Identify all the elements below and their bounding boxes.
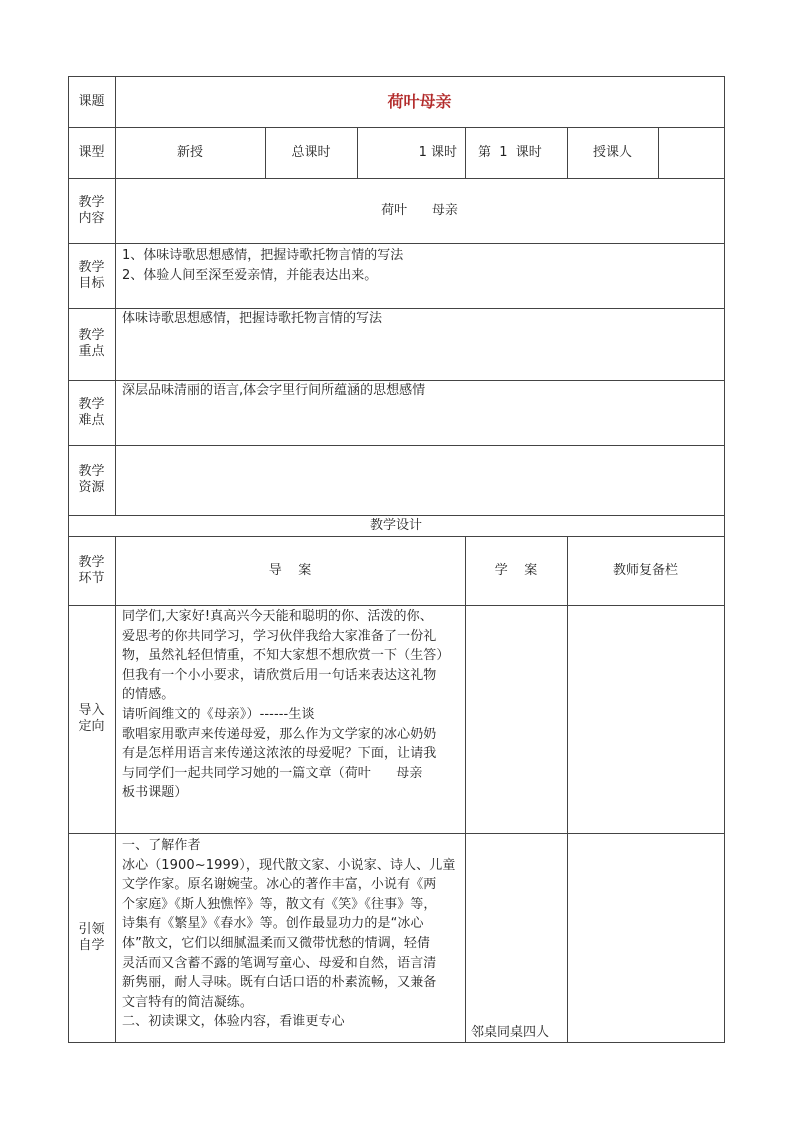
teacher-label: 授课人 xyxy=(592,144,632,160)
topic-label: 课题 xyxy=(78,93,105,109)
total-sessions-value: 1 课时 xyxy=(418,144,457,160)
guide-line: 文言特有的简洁凝练。 xyxy=(122,994,254,1010)
type-label: 课型 xyxy=(78,144,105,160)
key-points-label: 教学重点 xyxy=(78,328,105,359)
objectives-label: 教学目标 xyxy=(78,259,105,291)
stage-column-header: 教学环节 xyxy=(78,554,105,586)
study-column-header: 学 案 xyxy=(494,562,538,578)
stage-guide-text xyxy=(115,605,465,833)
guide-line: 体”散文，它们以细腻温柔而又微带忧愁的情调，轻倩 xyxy=(122,935,431,951)
guide-line: 板书课题） xyxy=(122,785,188,801)
difficulties-value: 深层品味清丽的语言,体会字里行间所蕴涵的思想感情 xyxy=(122,383,426,398)
difficulties-label: 教学难点 xyxy=(78,396,105,428)
guide-line: 爱思考的你共同学习，学习伙伴我给大家准备了一份礼 xyxy=(122,628,437,644)
teacher-notes-column-header: 教师复备栏 xyxy=(612,562,678,578)
guide-line: 二、初读课文，体验内容，看谁更专心 xyxy=(122,1014,345,1030)
stage-study-text: 邻桌同桌四人 xyxy=(471,1025,550,1040)
content-value: 荷叶 母亲 xyxy=(381,202,458,218)
guide-line: 与同学们一起共同学习她的一篇文章（荷叶 母亲 xyxy=(122,765,423,781)
table-border xyxy=(68,1042,725,1043)
guide-line: 个家庭》《斯人独憔悴》等，散文有《笑》《往事》等， xyxy=(122,896,437,912)
total-sessions-label: 总课时 xyxy=(291,144,331,160)
resources-value xyxy=(115,445,724,515)
guide-line: 冰心（1900~1999），现代散文家、小说家、诗人、儿童 xyxy=(122,857,456,873)
guide-line: 请听阎维文的《母亲》）------生谈 xyxy=(122,706,315,722)
stage-study-text xyxy=(465,605,567,833)
stage-notes-text xyxy=(567,605,724,833)
guide-line: 但我有一个小小要求，请欣赏后用一句话来表达这礼物 xyxy=(122,667,437,683)
content-label: 教学内容 xyxy=(78,194,105,226)
guide-line: 一、了解作者 xyxy=(122,838,201,853)
key-points-value: 体味诗歌思想感情，把握诗歌托物言情的写法 xyxy=(122,311,383,326)
guide-line: 新隽丽，耐人寻味。既有白话口语的朴素流畅，又兼备 xyxy=(122,975,437,991)
guide-line: 诗集有《繁星》《春水》等。创作最显功力的是“冰心 xyxy=(122,916,424,932)
lesson-title: 荷叶母亲 xyxy=(387,91,452,111)
stage-name: 导入定向 xyxy=(78,703,105,734)
objective-item: 1、体味诗歌思想感情，把握诗歌托物言情的写法 xyxy=(122,248,404,263)
guide-line: 同学们,大家好!真高兴今天能和聪明的你、活泼的你、 xyxy=(122,609,433,624)
stage-guide-text xyxy=(115,833,465,1042)
stage-notes-text xyxy=(567,833,724,1042)
stage-name: 引领自学 xyxy=(78,921,105,953)
type-value: 新授 xyxy=(176,144,203,160)
guide-line: 物，虽然礼轻但情重，不知大家想不想欣赏一下（生答） xyxy=(122,648,450,664)
guide-column-header: 导 案 xyxy=(268,562,312,578)
guide-line: 有是怎样用语言来传递这浓浓的母爱呢？下面，让请我 xyxy=(122,746,437,762)
guide-line: 歌唱家用歌声来传递母爱，那么作为文学家的冰心奶奶 xyxy=(122,726,437,742)
objective-item: 2、体验人间至深至爱亲情，并能表达出来。 xyxy=(122,268,378,283)
resources-label: 教学资源 xyxy=(78,464,105,495)
objectives-list xyxy=(115,243,724,308)
table-border xyxy=(724,76,725,1043)
guide-line: 的情感。 xyxy=(122,687,175,703)
design-heading: 教学设计 xyxy=(369,517,422,533)
guide-line: 灵活而又含蓄不露的笔调写童心、母爱和自然，语言清 xyxy=(122,955,437,971)
teacher-value xyxy=(658,127,724,178)
guide-line: 文学作家。原名谢婉莹。冰心的著作丰富，小说有《两 xyxy=(122,877,437,893)
session-number: 第 1 课时 xyxy=(478,144,542,160)
